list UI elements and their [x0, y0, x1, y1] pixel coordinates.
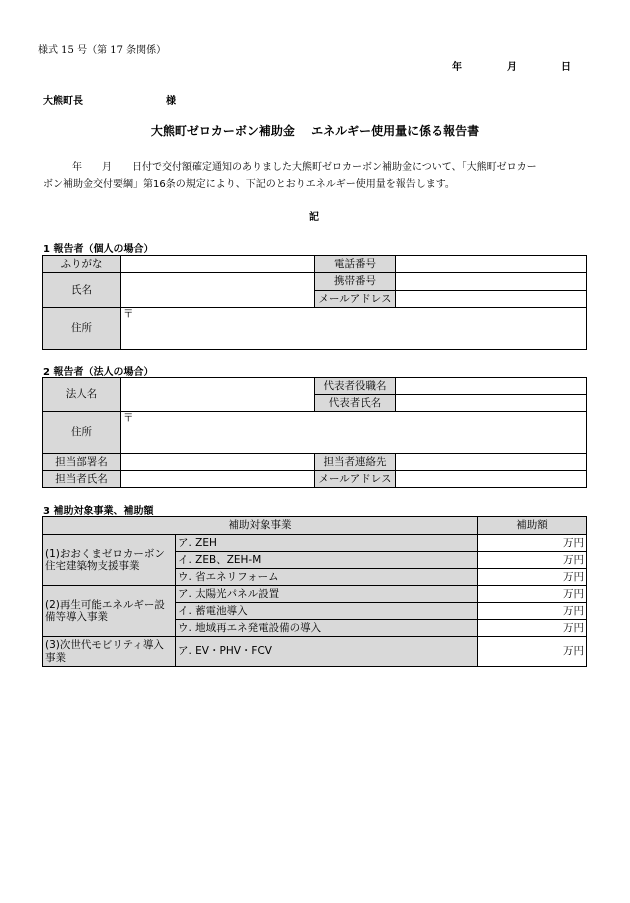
unit-label: 万円: [563, 604, 584, 617]
corporate-reporter-table: [42, 377, 587, 488]
group-label: (1)おおくまゼロカーボン住宅建築物支援事業: [43, 535, 176, 586]
project-item: イ. ZEB、ZEH-M: [176, 552, 478, 569]
form-number: 様式 15 号（第 17 条関係）: [38, 45, 167, 56]
intro-line-2: ボン補助金交付要綱」第16条の規定により、下記のとおりエネルギー使用量を報告します。: [43, 179, 455, 190]
section3-heading: 3 補助対象事業、補助額: [43, 506, 154, 517]
project-item: ア. 太陽光パネル設置: [176, 586, 478, 603]
corp-name-label: 法人名: [43, 378, 121, 412]
date-year-label: 年: [452, 62, 462, 73]
intro-line-1: 年 月 日付で交付額確定通知のありました大熊町ゼロカーボン補助金について、「大熊町ゼロカー: [72, 162, 537, 173]
corp-address-field[interactable]: [121, 412, 587, 454]
dept-field[interactable]: [121, 454, 315, 471]
date-month-label: 月: [507, 62, 517, 73]
honorific: 様: [166, 96, 176, 107]
section2-heading: 2 報告者（法人の場合）: [43, 367, 154, 378]
unit-label: 万円: [563, 553, 584, 566]
corp-name-field[interactable]: [121, 378, 315, 412]
project-item: イ. 蓄電池導入: [176, 603, 478, 620]
contact-label: 担当者連絡先: [315, 454, 396, 471]
unit-label: 万円: [563, 645, 584, 658]
ki-label: 記: [309, 212, 319, 223]
amount-cell[interactable]: [478, 603, 587, 620]
project-item: ウ. 省エネリフォーム: [176, 569, 478, 586]
unit-label: 万円: [563, 587, 584, 600]
col-project-header: 補助対象事業: [43, 517, 478, 535]
phone-field[interactable]: [396, 256, 587, 273]
postal-mark: 〒: [123, 308, 134, 320]
name-label: 氏名: [43, 273, 121, 308]
mobile-field[interactable]: [396, 273, 587, 291]
subsidy-table: [42, 516, 587, 667]
furigana-label: ふりがな: [43, 256, 121, 273]
furigana-field[interactable]: [121, 256, 315, 273]
rep-title-label: 代表者役職名: [315, 378, 396, 395]
amount-cell[interactable]: [478, 620, 587, 637]
name-field[interactable]: [121, 273, 315, 308]
contact-field[interactable]: [396, 454, 587, 471]
person-label: 担当者氏名: [43, 471, 121, 488]
corp-email-label: メールアドレス: [315, 471, 396, 488]
corp-postal-mark: 〒: [123, 412, 134, 424]
email-label: メールアドレス: [315, 291, 396, 308]
address-field[interactable]: [121, 308, 587, 350]
date-day-label: 日: [561, 62, 571, 73]
group-label: (3)次世代モビリティ導入事業: [43, 637, 176, 667]
amount-cell[interactable]: [478, 586, 587, 603]
phone-label: 電話番号: [315, 256, 396, 273]
group-label: (2)再生可能エネルギー設備等導入事業: [43, 586, 176, 637]
unit-label: 万円: [563, 570, 584, 583]
corp-email-field[interactable]: [396, 471, 587, 488]
rep-name-label: 代表者氏名: [315, 395, 396, 412]
mobile-label: 携帯番号: [315, 273, 396, 291]
unit-label: 万円: [563, 621, 584, 634]
project-item: ア. EV・PHV・FCV: [176, 637, 478, 667]
project-item: ア. ZEH: [176, 535, 478, 552]
dept-label: 担当部署名: [43, 454, 121, 471]
corp-address-label: 住所: [43, 412, 121, 454]
email-field[interactable]: [396, 291, 587, 308]
page-title: 大熊町ゼロカーボン補助金 エネルギー使用量に係る報告書: [150, 124, 480, 138]
section1-heading: 1 報告者（個人の場合）: [43, 244, 154, 255]
project-item: ウ. 地域再エネ発電設備の導入: [176, 620, 478, 637]
person-field[interactable]: [121, 471, 315, 488]
address-label: 住所: [43, 308, 121, 350]
individual-reporter-table: [42, 255, 587, 350]
amount-cell[interactable]: [478, 569, 587, 586]
rep-name-field[interactable]: [396, 395, 587, 412]
amount-cell[interactable]: [478, 535, 587, 552]
rep-title-field[interactable]: [396, 378, 587, 395]
unit-label: 万円: [563, 536, 584, 549]
amount-cell[interactable]: [478, 637, 587, 667]
amount-cell[interactable]: [478, 552, 587, 569]
col-amount-header: 補助額: [478, 517, 587, 535]
addressee: 大熊町長: [43, 96, 83, 107]
